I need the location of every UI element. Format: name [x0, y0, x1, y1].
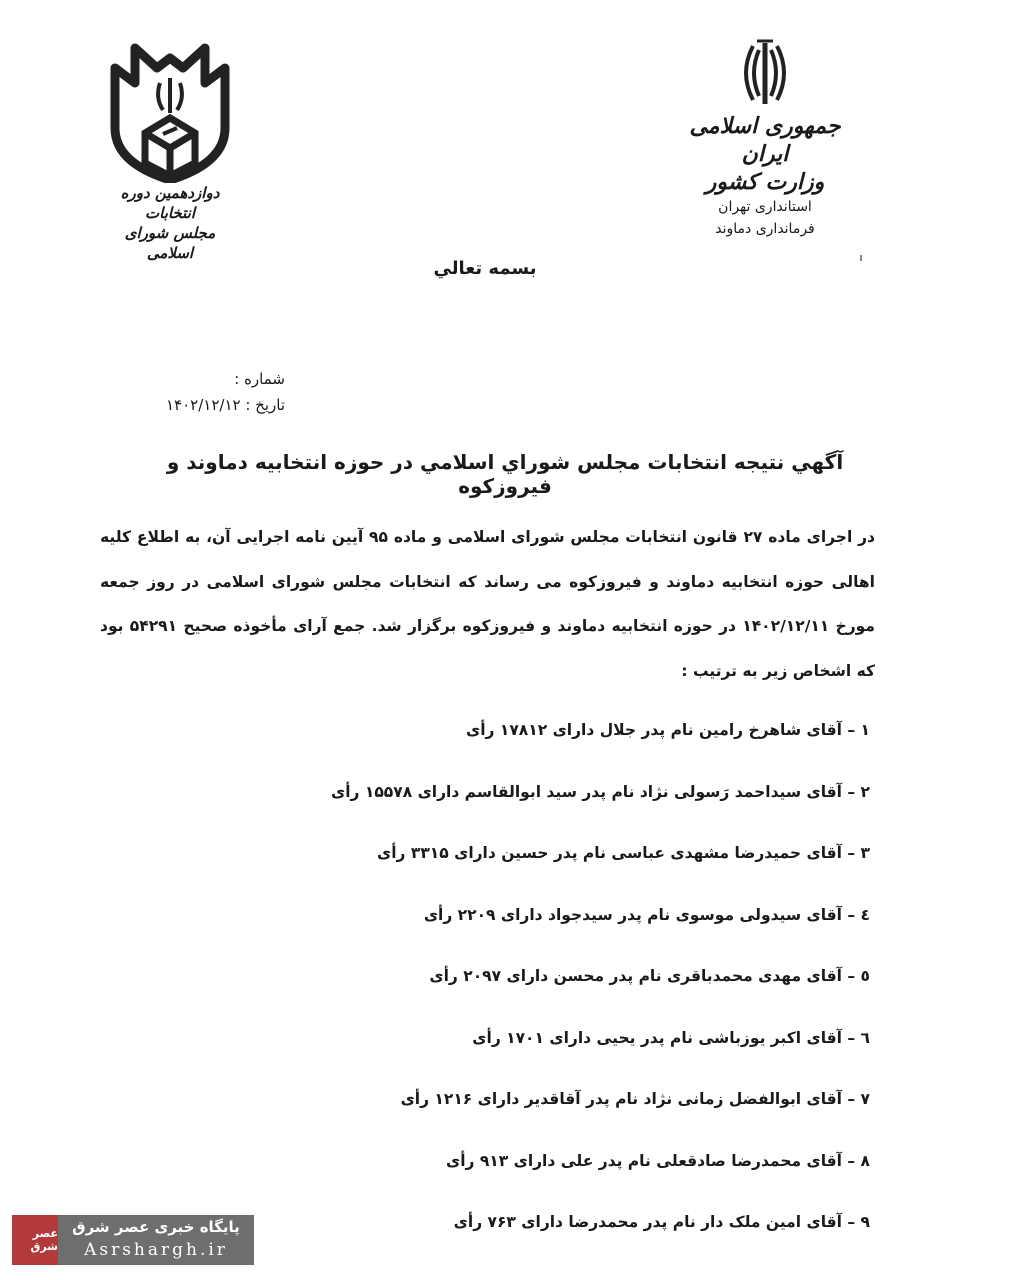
iran-emblem-icon	[735, 38, 795, 108]
list-item: ٤ – آقای سیدولی موسوی نام پدر سیدجواد دارای ۲۲۰۹ رأی	[423, 905, 870, 924]
province-office: استانداری تهران	[718, 199, 812, 215]
logo-caption-line1: دوازدهمین دوره انتخابات	[120, 184, 220, 222]
list-item: ۷ – آقای ابوالفضل زمانی نژاد نام پدر آقاقدیر دارای ۱۲۱۶ رأی	[400, 1090, 870, 1108]
watermark-logo: عصر شرق	[12, 1215, 58, 1265]
list-item: ۲ – آقای سیداحمد رَسولی نژاد نام پدر سید ابوالقاسم دارای ۱۵۵۷۸ رأی	[331, 782, 870, 801]
list-item: ٥ – آقای مهدی محمدباقری نام پدر محسن دارای ۲۰۹۷ رأی	[429, 967, 870, 985]
results-list	[150, 712, 870, 1266]
watermark	[12, 1215, 254, 1265]
letter-meta	[166, 366, 285, 418]
county-office: فرمانداری دماوند	[715, 221, 815, 237]
bismillah: بسمه تعالي	[433, 258, 537, 279]
document-title: آگهي نتيجه انتخابات مجلس شوراي اسلامي در حوزه انتخابيه دماوند و فيروزكوه	[166, 450, 844, 498]
ballot-box-emblem-icon	[105, 38, 235, 183]
ministry-name: وزارت کشور	[705, 169, 825, 195]
list-item: ٦ – آقای اکبر یوزباشی نام پدر یحیی دارای ۱۷۰۱ رأی	[472, 1028, 870, 1047]
list-item: ۱ – آقای شاهرخ رامین نام پدر جلال دارای ۱۷۸۱۲ رأی	[466, 721, 870, 739]
election-logo	[100, 38, 240, 262]
letter-date: تاریخ : ۱۴۰۲/۱۲/۱۲	[166, 396, 285, 414]
country-name: جمهوری اسلامی ایران	[689, 113, 841, 167]
list-item: ۳ – آقای حمیدرضا مشهدی عباسی نام پدر حسین دارای ۳۳۱۵ رأی	[377, 844, 870, 862]
letterhead	[665, 38, 865, 240]
letter-number: شماره :	[234, 370, 285, 388]
list-item: ۹ – آقای امین ملک دار نام پدر محمدرضا دارای ۷۶۳ رأی	[453, 1213, 870, 1231]
watermark-site: Asrshargh.ir	[84, 1240, 228, 1260]
watermark-title: پایگاه خبری عصر شرق	[72, 1218, 240, 1236]
list-item: ۸ – آقای محمدرضا صادقعلی نام پدر علی دارای ۹۱۳ رأی	[445, 1151, 870, 1170]
body-paragraph: در اجرای ماده ۲۷ قانون انتخابات مجلس شورای اسلامی و ماده ۹۵ آیین نامه اجرایی آن، به اطلاع کلیه اهالی حوزه انتخابیه دماوند و فیروزکوه می رساند که انتخابات مجلس شورای اسلامی در روز جمعه مورخ ۱۴۰۲/۱۲/۱۱ در حوزه انتخابیه دماوند و فیروزکوه برگزار شد. جمع آرای مأخوذه صحیح ۵۴۲۹۱ بود که اشخاص زیر به ترتیب :	[100, 528, 875, 680]
logo-caption-line2: مجلس شورای اسلامی	[124, 224, 216, 262]
watermark-text	[58, 1215, 254, 1265]
